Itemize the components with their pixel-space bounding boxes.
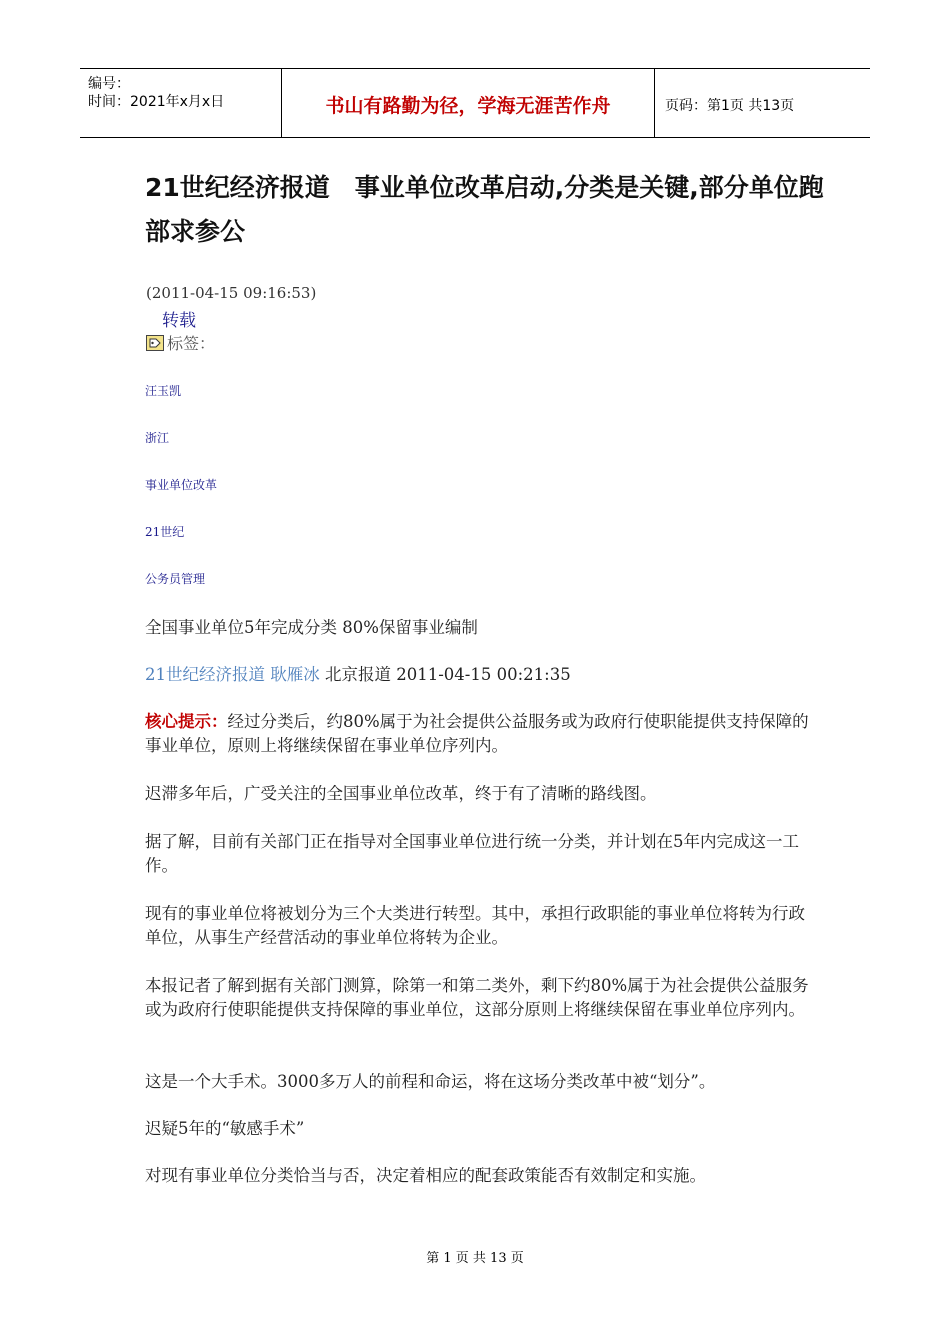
tag-link[interactable]: 21世纪: [145, 525, 185, 539]
paragraph: 这是一个大手术。3000多万人的前程和命运，将在这场分类改革中被“划分”。: [145, 1072, 716, 1091]
page-footer: 第 1 页 共 13 页: [426, 1251, 524, 1266]
header-meta-cell: [80, 69, 282, 137]
tag-link[interactable]: 事业单位改革: [145, 478, 218, 492]
tags-label: 标签：: [167, 334, 216, 353]
core-text: 经过分类后，约80%属于为社会提供公益服务或为政府行使职能提供支持保障的事业单位，原则上将继续保留在事业单位序列内。: [145, 712, 809, 755]
source-rest: 北京报道 2011-04-15 00:21:35: [319, 665, 571, 684]
reprint-link[interactable]: 转载: [162, 311, 196, 331]
source-author-link[interactable]: 耿雁冰: [270, 665, 320, 684]
paragraph: 据了解，目前有关部门正在指导对全国事业单位进行统一分类，并计划在5年内完成这一工作。: [145, 832, 799, 875]
core-label: 核心提示：: [145, 712, 228, 731]
header-page-cell: [655, 69, 870, 137]
core-summary: [145, 710, 810, 758]
article-title: 21世纪经济报道 事业单位改革启动,分类是关键,部分单位跑部求参公: [145, 173, 824, 246]
time-label: 时间：2021年x月x日: [88, 94, 225, 110]
paragraph: 对现有事业单位分类恰当与否，决定着相应的配套政策能否有效制定和实施。: [145, 1166, 706, 1185]
tag-link[interactable]: 公务员管理: [145, 572, 206, 586]
tag-icon: [146, 335, 164, 351]
paragraph: 迟滞多年后，广受关注的全国事业单位改革，终于有了清晰的路线图。: [145, 784, 657, 803]
paragraph: 现有的事业单位将被划分为三个大类进行转型。其中，承担行政职能的事业单位将转为行政单位，从事生产经营活动的事业单位将转为企业。: [145, 904, 805, 947]
tag-link[interactable]: 浙江: [145, 431, 170, 445]
article-datetime: (2011-04-15 09:16:53): [146, 284, 317, 302]
source-line: [145, 663, 810, 687]
source-paper-link[interactable]: 21世纪经济报道: [145, 665, 265, 684]
section-heading: 迟疑5年的“敏感手术”: [145, 1119, 305, 1138]
number-label: 编号：: [88, 76, 130, 92]
header-motto-cell: [282, 69, 655, 137]
tags-row: [146, 331, 215, 354]
tag-link[interactable]: 汪玉凯: [145, 384, 182, 398]
motto-text: 书山有路勤为径，学海无涯苦作舟: [325, 95, 611, 117]
page-info: 页码：第1页 共13页: [665, 98, 795, 114]
header-table: [80, 68, 870, 138]
paragraph: 本报记者了解到据有关部门测算，除第一和第二类外，剩下约80%属于为社会提供公益服务或为政府行使职能提供支持保障的事业单位，这部分原则上将继续保留在事业单位序列内。: [145, 976, 809, 1019]
article-subtitle: 全国事业单位5年完成分类 80%保留事业编制: [145, 618, 478, 637]
